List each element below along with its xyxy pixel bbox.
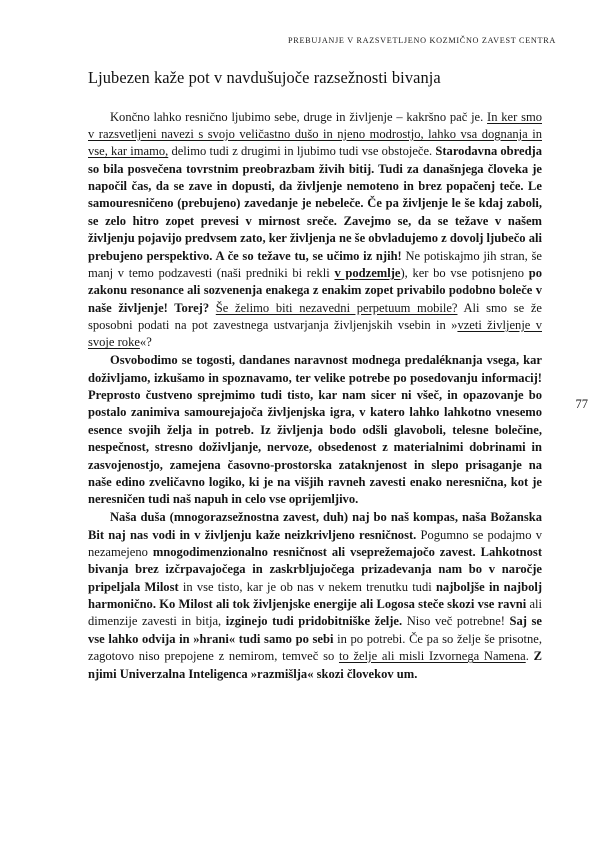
paragraph: Končno lahko resnično ljubimo sebe, druge in življenje – kakršno pač je. In ker smo v razsvetljeni navezi s svojo veličastno dušo in njeno modrostjo, lahko vsa dognanja in vse, kar imamo, delimo tudi z drugimi in ljubimo tudi vse obstoječe. Starodavna obredja so bila posvečena tovrstnim preobrazbam živih bitij. Tudi za današnjega človeka je napočil čas, da se zave in dopusti, da življenje nemoteno in brez popačenj teče. Le samouresničeno (prebujeno) zavedanje je nebeleče. Če pa življenje le še kdaj zaboli, se zelo hitro zopet prevesi v mirnost sreče. Zavejmo se, da se težave v našem življenju pojavijo predvsem zato, ker življenja ne še obvladujemo z dovolj ljubečo ali prebujeno perspektivo. A če so težave tu, se učimo iz njih! Ne potiskajmo jih stran, še manj v temo podzavesti (naši predniki bi rekli v podzemlje), ker bo vse potisnjeno po zakonu resonance ali sozvenenja enakega z enakim zopet privabilo podobno boleče v naše življenje! Torej? Še želimo biti nezavedni perpetuum mobile? Ali smo se že sposobni podati na pot zavestnega ustvarjanja življenjskih vsebin in »vzeti življenje v svoje roke«? [88, 109, 542, 350]
paragraph: Naša duša (mnogorazsežnostna zavest, duh) naj bo naš kompas, naša Božanska Bit naj nas vodi in v življenju kaže neizkrivljeno resničnost. Pogumno se podajmo v nezamejeno mnogodimenzionalno resničnost ali vseprežemajočo zavest. Lahkotnost bivanja brez izčrpavajočega in zaskrbljujočega prizadevanja nam bo v naročje pripeljala Milost in vse tisto, kar je ob nas v nekem trenutku tudi najboljše in najbolj harmonično. Ko Milost ali tok življenjske energije ali Logosa steče skozi vse ravni ali dimenzije zavesti in bitja, izginejo tudi pridobitniške želje. Niso več potrebne! Saj se vse lahko odvija in »hrani« tudi samo po sebi in po potrebi. Če pa so želje še prisotne, zagotovo niso prepojene z nemirom, temveč so to želje ali misli Izvornega Namena. Z njimi Univerzalna Inteligenca »razmišlja« skozi človekov um. [88, 510, 543, 681]
paragraph: Osvobodimo se togosti, dandanes naravnost modnega predaléknanja vsega, kar doživljamo, izkušamo in spoznavamo, ter velike potrebe po posedovanju informacij! Preprosto čustveno sprejmimo tudi tisto, kar nam sicer ni všeč, in opazovanje bo postalo zanimiva samourejajoča življenjska igra, v katero lahko lahkotno vnesemo esence svojih želja in potreb. Iz življenja bodo odšli glavoboli, telesne bolečine, nespečnost, stresno doživljanje, nervoze, obsedenost z materialnimi dobrinami in zasvojenostjo, zamejena časovno-prostorska zataknjenost in slepo prisaganje na naše edino zveličavno logiko, ki je na višjih ravneh zavesti enako neresnična, kot je neresničen tudi naš napuh in celo vse oprijemljivo. [88, 353, 542, 507]
running-head: PREBUJANJE V RAZSVETLJENO KOZMIČNO ZAVEST CENTRA [288, 36, 556, 45]
page-content [88, 68, 542, 683]
page-number: 77 [575, 397, 588, 411]
page-title: Ljubezen kaže pot v navdušujoče razsežnosti bivanja [88, 68, 441, 87]
